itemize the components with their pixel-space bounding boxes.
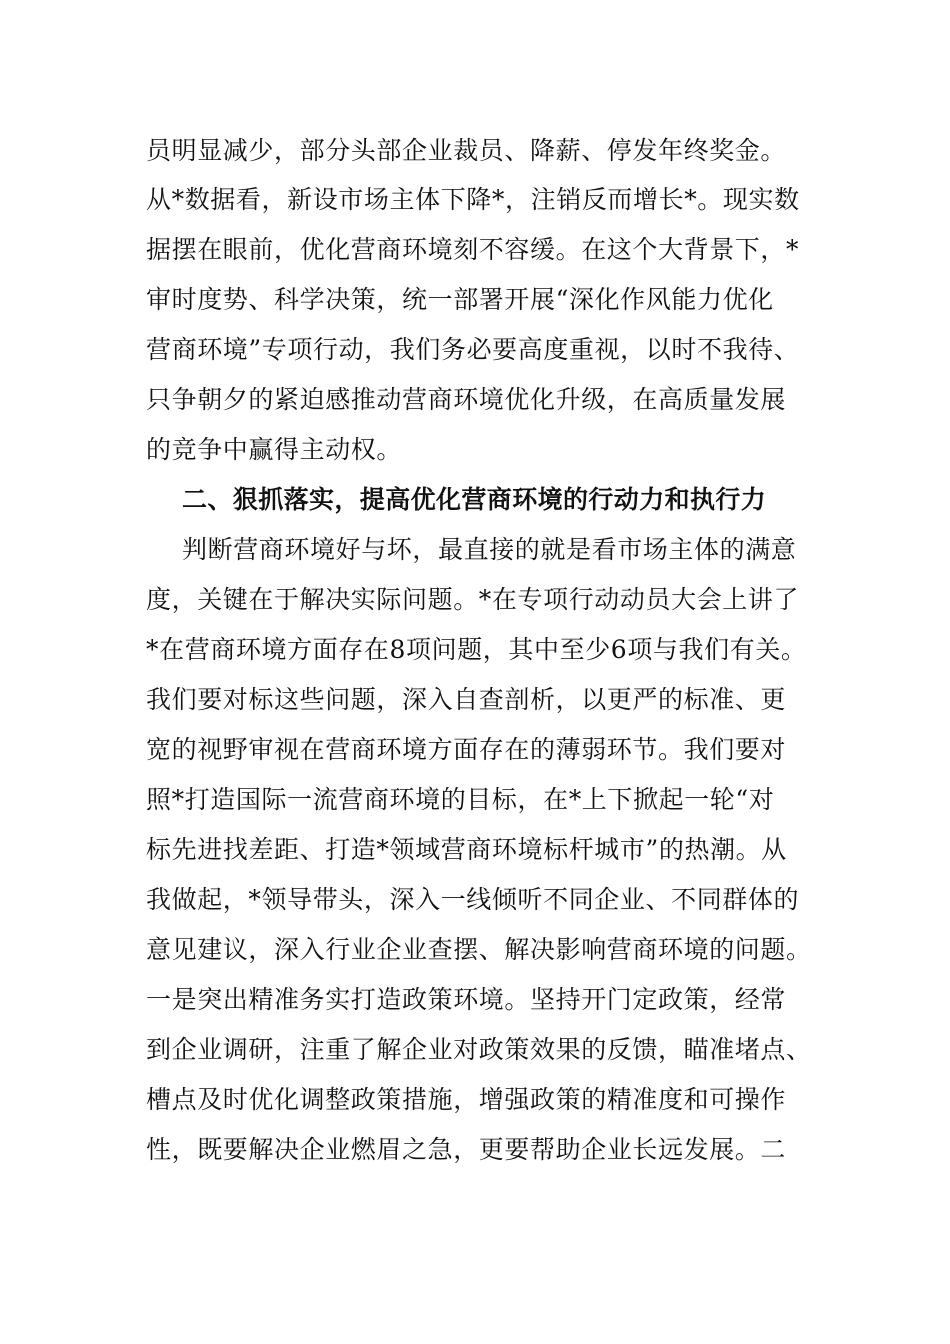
body-text-line: 一是突出精准务实打造政策环境。坚持开门定政策，经常 [146, 985, 787, 1014]
body-text-line: 标先进找差距、打造*领域营商环境标杆城市”的热潮。从 [146, 835, 787, 864]
body-text-line: 槽点及时优化调整政策措施，增强政策的精准度和可操作 [146, 1085, 787, 1114]
body-text-line: 我做起，*领导带头，深入一线倾听不同企业、不同群体的 [146, 885, 800, 914]
body-text-line: 照*打造国际一流营商环境的目标，在*上下掀起一轮“对 [146, 785, 775, 814]
body-text-line: 审时度势、科学决策，统一部署开展“深化作风能力优化 [146, 285, 774, 314]
body-text-line: 我们要对标这些问题，深入自查剖析，以更严的标准、更 [146, 685, 787, 714]
body-text-line: 度，关键在于解决实际问题。*在专项行动动员大会上讲了 [146, 585, 800, 614]
body-text-line: 只争朝夕的紧迫感推动营商环境优化升级，在高质量发展 [146, 385, 787, 414]
body-text-line: 据摆在眼前，优化营商环境刻不容缓。在这个大背景下，* [146, 235, 800, 264]
body-text-line: 的竞争中赢得主动权。 [146, 435, 403, 464]
body-text-line: 意见建议，深入行业企业查摆、解决影响营商环境的问题。 [146, 935, 812, 964]
body-text-line: 到企业调研，注重了解企业对政策效果的反馈，瞄准堵点、 [146, 1035, 812, 1064]
body-text-line: 从*数据看，新设市场主体下降*，注销反而增长*。现实数 [146, 185, 800, 214]
body-text-line: 营商环境”专项行动，我们务必要高度重视，以时不我待、 [146, 335, 800, 364]
body-text-line: *在营商环境方面存在8项问题，其中至少6项与我们有关。 [146, 635, 807, 664]
body-text-line: 宽的视野审视在营商环境方面存在的薄弱环节。我们要对 [146, 735, 787, 764]
section-heading: 二、狠抓落实，提高优化营商环境的行动力和执行力 [182, 485, 767, 514]
body-text-line: 性，既要解决企业燃眉之急，更要帮助企业长远发展。二 [146, 1135, 787, 1164]
paragraph-first-line: 判断营商环境好与坏，最直接的就是看市场主体的满意 [182, 535, 797, 564]
body-text-line: 员明显减少，部分头部企业裁员、降薪、停发年终奖金。 [146, 136, 787, 165]
